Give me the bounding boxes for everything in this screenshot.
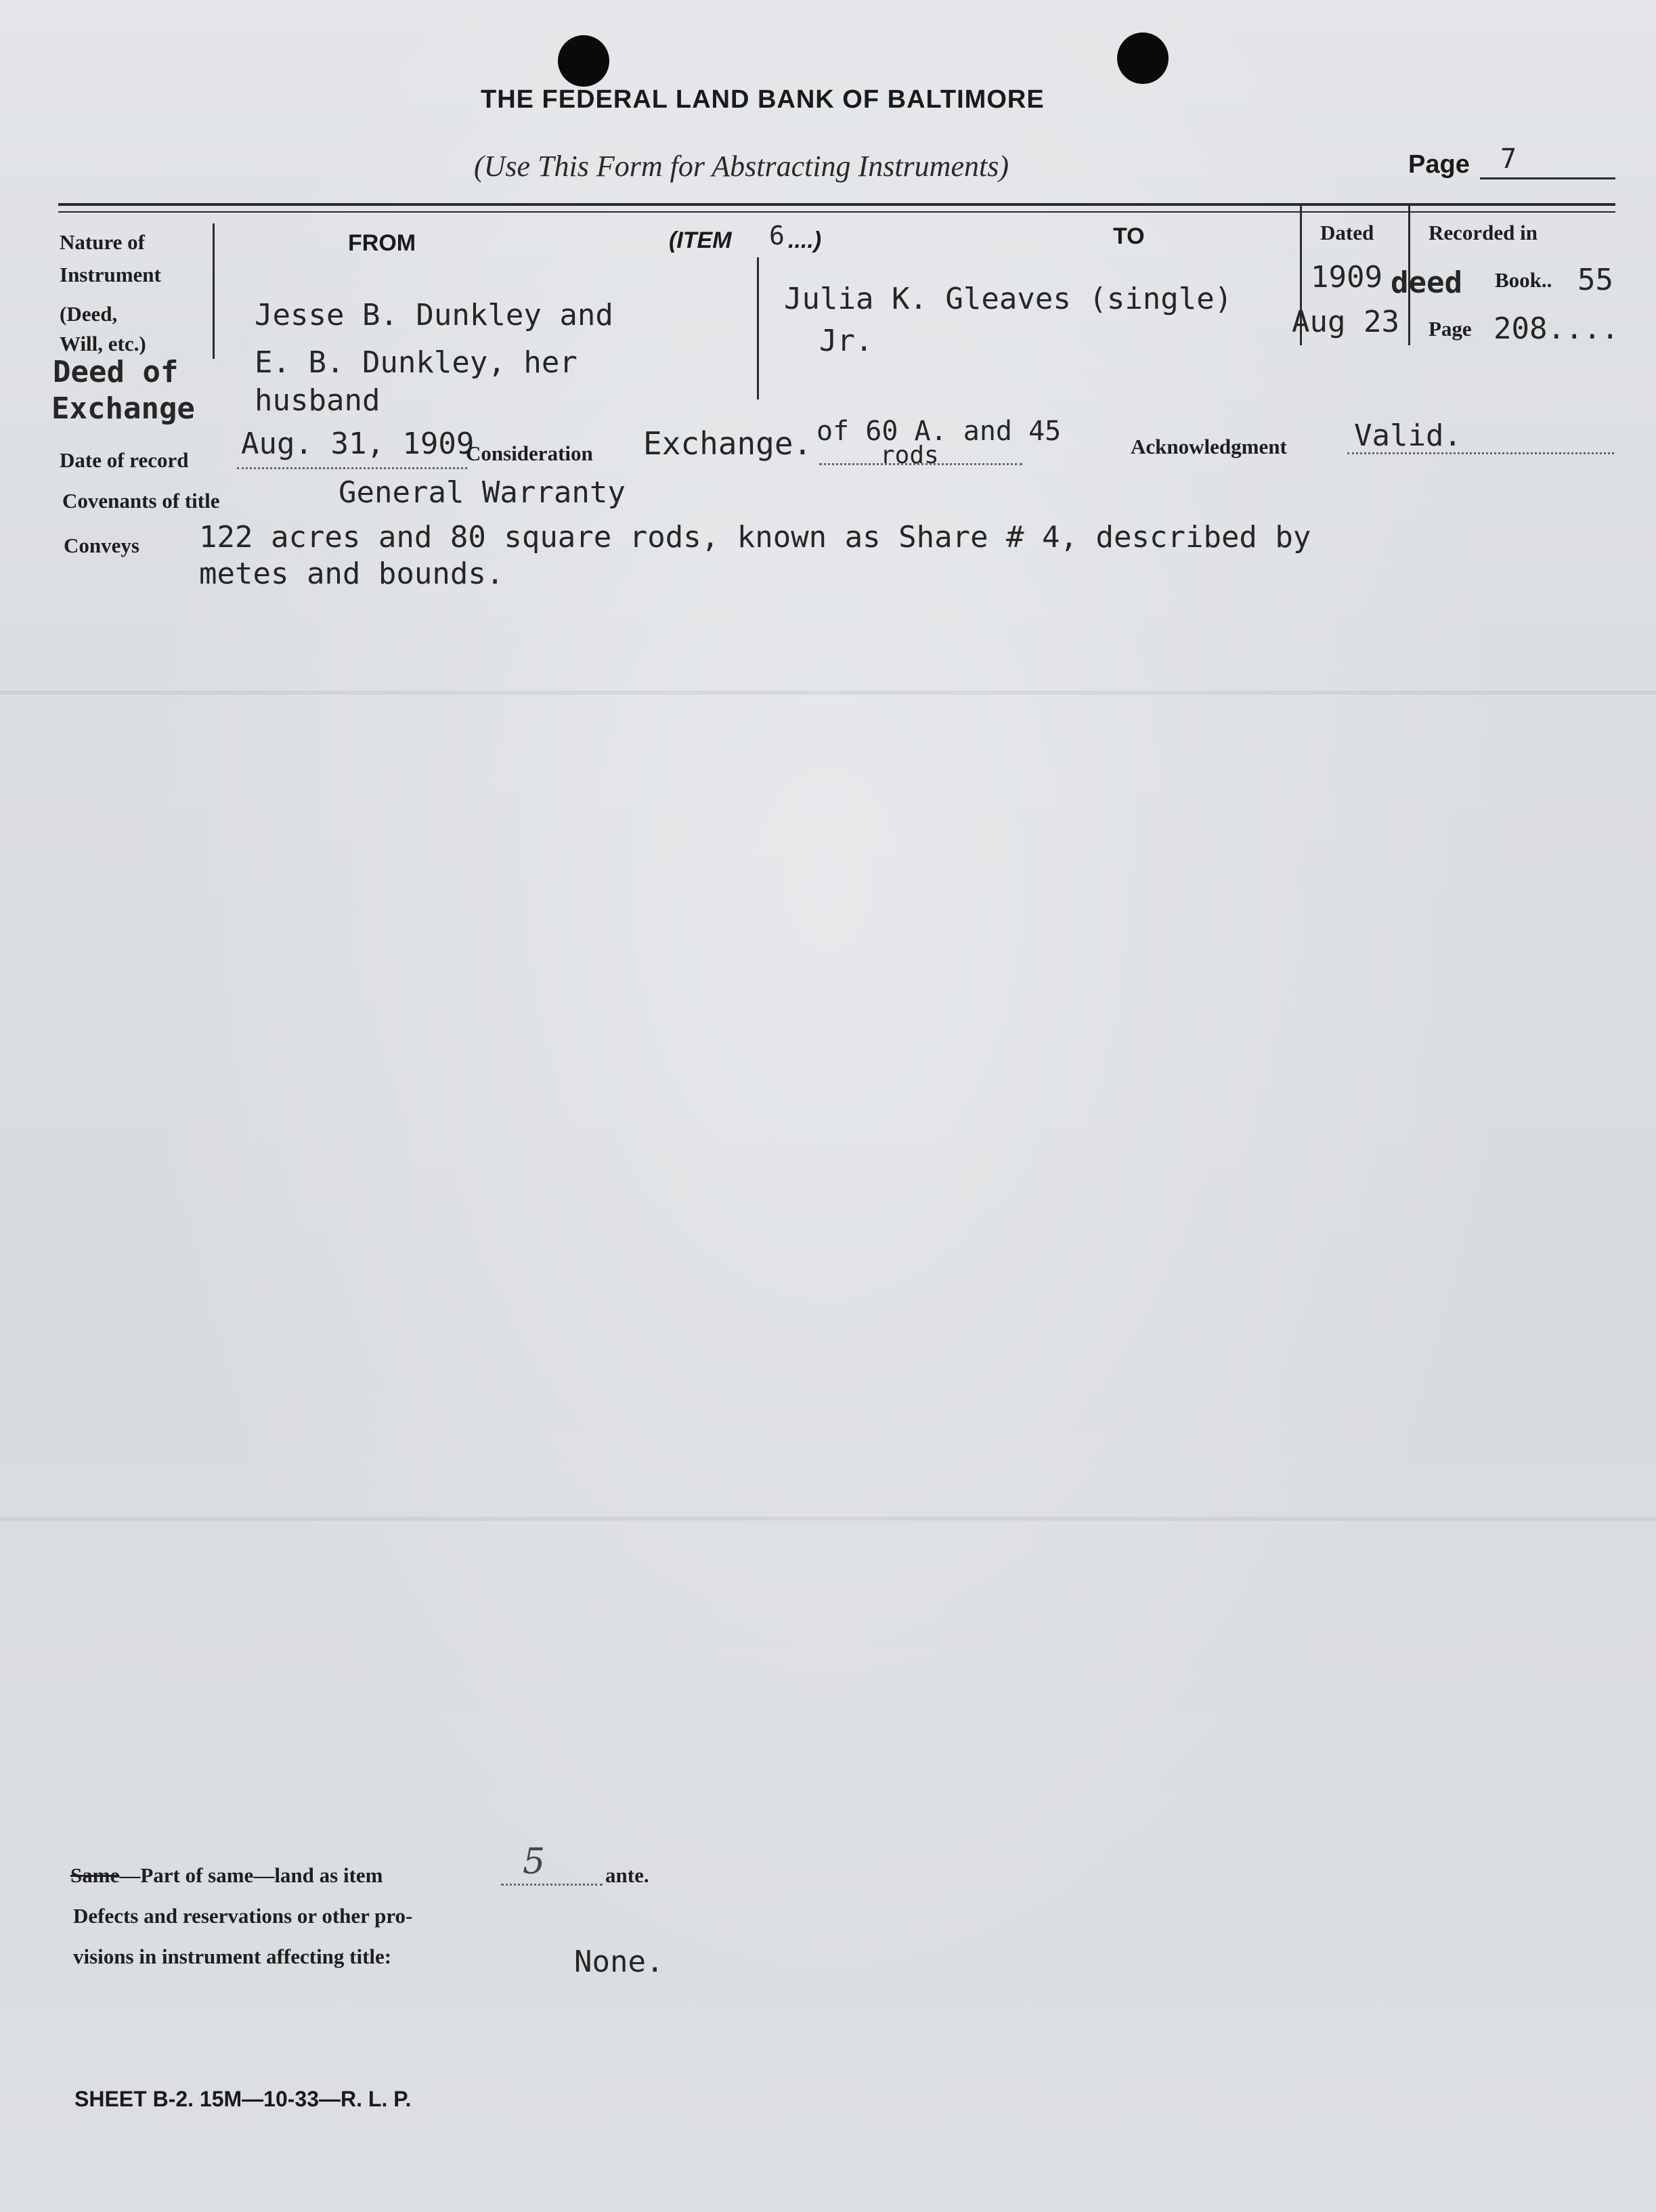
punch-hole-right — [1117, 32, 1169, 84]
recorded-label: Recorded in — [1429, 221, 1538, 244]
to-party: Julia K. Gleaves (single) — [784, 282, 1233, 316]
dated-year: 1909 — [1311, 260, 1382, 295]
punch-hole-left — [558, 35, 609, 87]
covenants-label: Covenants of title — [62, 489, 220, 513]
dotted-line — [819, 463, 1022, 465]
nature-label: Nature of — [60, 230, 145, 254]
recorded-page: 208.... — [1494, 311, 1619, 346]
book-number: 55 — [1577, 263, 1613, 297]
from-party: Jesse B. Dunkley and — [255, 298, 613, 332]
dotted-line — [237, 467, 467, 469]
same-end: ante. — [605, 1863, 649, 1887]
same-item-number: 5 — [523, 1842, 546, 1882]
page-label: Page — [1408, 150, 1470, 179]
dated-label: Dated — [1320, 221, 1374, 244]
dotted-line — [501, 1884, 603, 1886]
column-divider — [757, 257, 759, 399]
column-divider — [213, 223, 215, 359]
recorded-type: deed — [1391, 265, 1462, 300]
covenants-value: General Warranty — [339, 475, 626, 510]
page-number: 7 — [1500, 144, 1517, 175]
same-strike: Same—Part of same—land as item — [70, 1863, 383, 1887]
dotted-line — [1347, 452, 1614, 454]
defects-value: None. — [574, 1945, 664, 1979]
consideration-extra: of 60 A. and 45 — [816, 416, 1062, 447]
nature-label: Instrument — [60, 263, 161, 286]
nature-value: Exchange — [51, 391, 195, 426]
date-of-record-label: Date of record — [60, 448, 189, 472]
header-rule — [58, 203, 1615, 206]
form-title: THE FEDERAL LAND BANK OF BALTIMORE — [481, 85, 1045, 114]
nature-label: Will, etc.) — [60, 332, 146, 355]
dated-day: Aug 23 — [1292, 305, 1399, 339]
conveys-value: 122 acres and 80 square rods, known as Share # 4, described by — [199, 520, 1311, 555]
nature-value: Deed of — [53, 355, 179, 389]
item-number: 6 — [769, 221, 785, 251]
form-subtitle: (Use This Form for Abstracting Instruments) — [474, 150, 1009, 183]
item-close: ....) — [788, 227, 822, 253]
date-of-record-value: Aug. 31, 1909 — [241, 427, 475, 461]
book-label: Book.. — [1495, 268, 1552, 292]
from-label: FROM — [348, 230, 416, 256]
fold-crease — [0, 691, 1656, 695]
from-party: E. B. Dunkley, her — [255, 345, 578, 380]
item-label: (ITEM — [669, 227, 732, 253]
defects-label: visions in instrument affecting title: — [73, 1945, 392, 1968]
sheet-code: SHEET B-2. 15M—10-33—R. L. P. — [74, 2087, 412, 2111]
consideration-value: Exchange. — [643, 425, 812, 462]
to-label: TO — [1113, 223, 1145, 249]
defects-label: Defects and reservations or other pro- — [73, 1904, 413, 1928]
header-rule — [58, 211, 1615, 213]
consideration-extra: rods — [880, 441, 939, 469]
page-label-recorded: Page — [1429, 317, 1472, 341]
acknowledgment-value: Valid. — [1354, 418, 1462, 453]
nature-label: (Deed, — [60, 302, 118, 326]
page-underline — [1480, 177, 1615, 179]
conveys-label: Conveys — [64, 534, 139, 557]
acknowledgment-label: Acknowledgment — [1131, 435, 1287, 458]
fold-crease — [0, 1517, 1656, 1521]
to-party: Jr. — [819, 324, 873, 358]
consideration-label: Consideration — [466, 441, 593, 465]
conveys-value: metes and bounds. — [199, 557, 504, 591]
from-party: husband — [255, 383, 380, 418]
